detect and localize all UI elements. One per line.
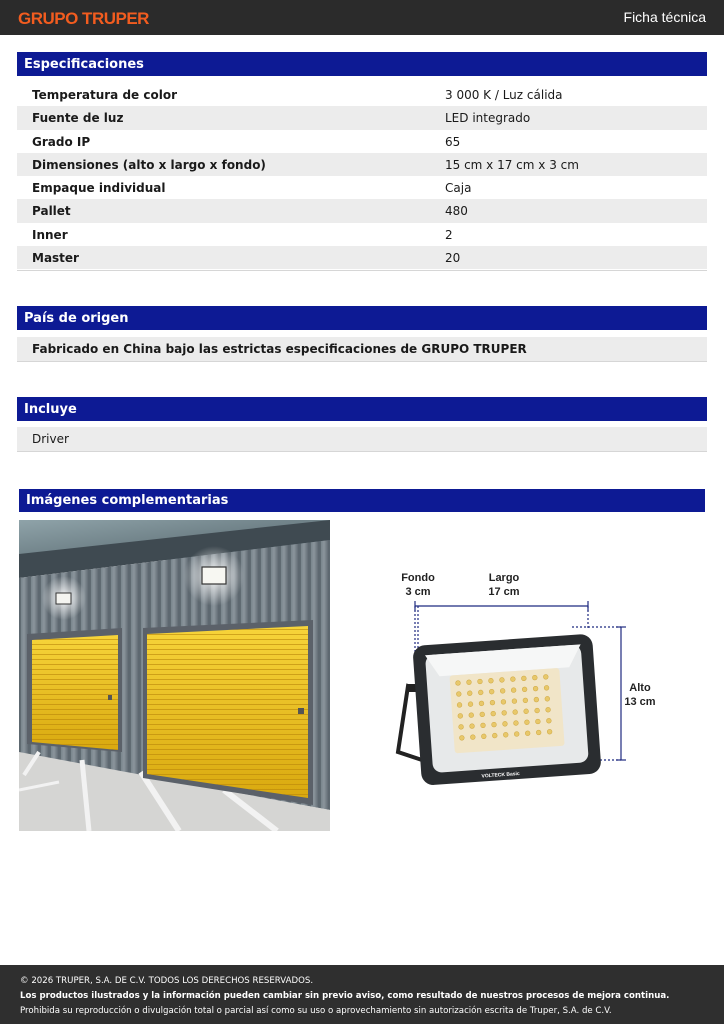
divider	[17, 451, 707, 452]
spec-label: Inner	[32, 227, 68, 242]
includes-text: Driver	[17, 427, 707, 451]
product-brand-text: VOLTECK Basic	[481, 770, 520, 780]
origin-text: Fabricado en China bajo las estrictas especificaciones de GRUPO TRUPER	[17, 337, 707, 361]
spec-row	[17, 176, 707, 199]
largo-label: Largo	[488, 572, 520, 584]
includes-section-header: Incluye	[17, 397, 707, 421]
spec-value: 2	[445, 227, 453, 242]
spec-row	[17, 83, 707, 106]
spec-value: LED integrado	[445, 111, 531, 126]
footer	[0, 965, 724, 1024]
spec-value: Caja	[445, 181, 472, 196]
brand-logo: GRUPO TRUPER	[18, 9, 149, 28]
spec-row	[17, 130, 707, 153]
specs-section-header: Especificaciones	[17, 52, 707, 76]
spec-value: 65	[445, 134, 461, 149]
spec-row	[17, 223, 707, 246]
largo-value: 17 cm	[488, 586, 520, 598]
spec-value: 15 cm x 17 cm x 3 cm	[445, 157, 579, 172]
footer-copyright: © 2026 TRUPER, S.A. DE C.V. TODOS LOS DERECHOS RESERVADOS.	[20, 976, 314, 986]
document-type-label: Ficha técnica	[623, 9, 706, 25]
spec-label: Fuente de luz	[32, 111, 124, 126]
alto-label: Alto	[629, 682, 651, 694]
footer-notice: Los productos ilustrados y la información pueden cambiar sin previo aviso, como resultado de nuestros procesos de mejora continua.	[20, 991, 670, 1001]
divider	[17, 361, 707, 362]
top-bar	[0, 0, 724, 35]
dimension-diagram	[392, 560, 664, 800]
alto-value: 13 cm	[624, 696, 656, 708]
images-section-header: Imágenes complementarias	[19, 489, 705, 512]
warehouse-photo	[19, 520, 330, 831]
spec-value: 20	[445, 251, 461, 266]
spec-row	[17, 153, 707, 176]
spec-row	[17, 106, 707, 129]
spec-row	[17, 199, 707, 222]
footer-prohibition: Prohibida su reproducción o divulgación total o parcial así como su uso o aprovechamiento sin autorización escrita de Truper, S.A. de C.V.	[20, 1006, 612, 1016]
spec-label: Dimensiones (alto x largo x fondo)	[32, 157, 266, 172]
spec-row	[17, 246, 707, 269]
fondo-label: Fondo	[401, 572, 435, 584]
spec-label: Empaque individual	[32, 181, 166, 196]
spec-label: Temperatura de color	[32, 88, 177, 102]
fondo-value: 3 cm	[405, 586, 431, 598]
spec-value: 3 000 K / Luz cálida	[445, 88, 563, 102]
spec-label: Master	[32, 251, 79, 266]
spec-label: Grado IP	[32, 134, 91, 149]
spec-label: Pallet	[32, 204, 71, 219]
divider	[17, 270, 707, 271]
spec-value: 480	[445, 204, 468, 219]
specs-table	[17, 83, 707, 269]
origin-section-header: País de origen	[17, 306, 707, 330]
